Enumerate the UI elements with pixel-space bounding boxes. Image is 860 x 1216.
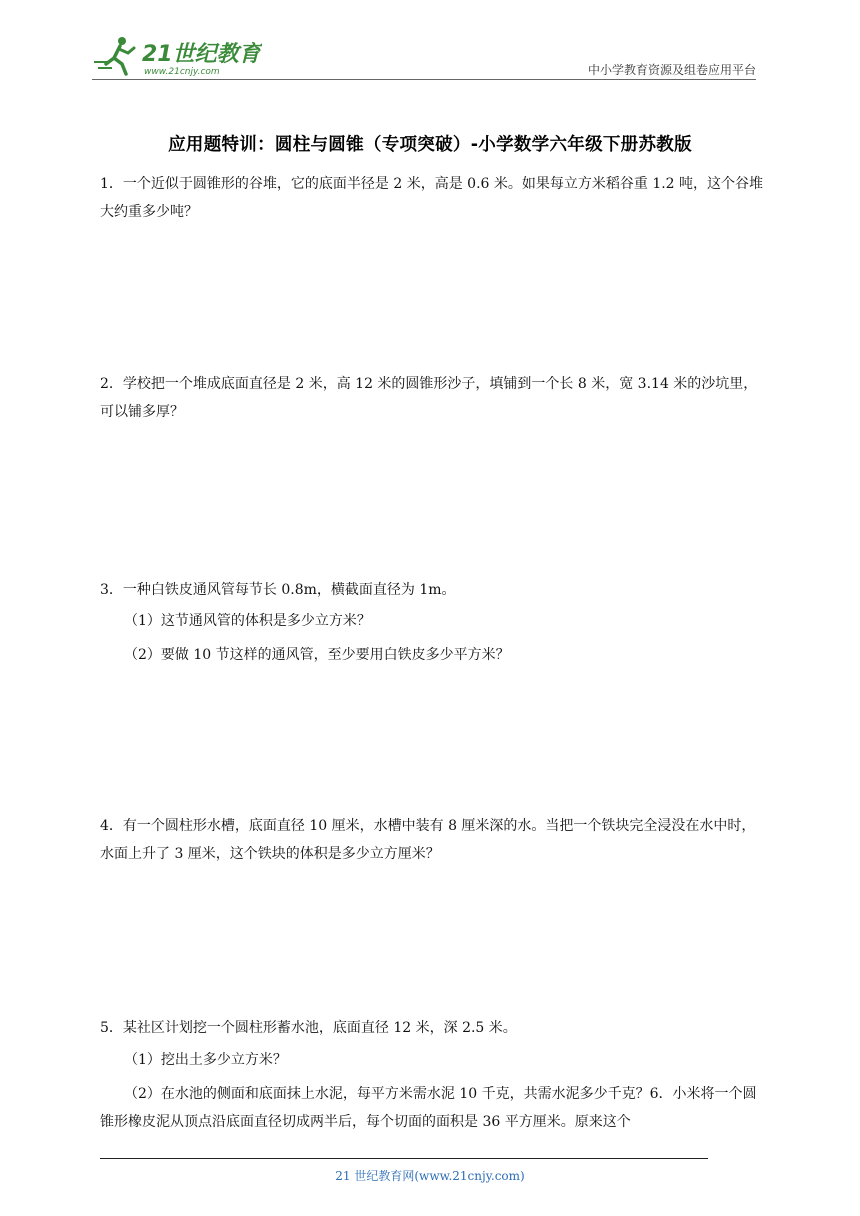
page-title: 应用题特训：圆柱与圆锥（专项突破）-小学数学六年级下册苏教版 [168, 135, 692, 155]
question-4: 4．有一个圆柱形水槽，底面直径 10 厘米，水槽中装有 8 厘米深的水。当把一个铁块完全浸没在水中时，水面上升了 3 厘米，这个铁块的体积是多少立方厘米？ [100, 818, 756, 862]
question-3: 3．一种白铁皮通风管每节长 0.8m，横截面直径为 1m。 [100, 582, 456, 598]
site-logo [92, 34, 262, 78]
footer-link[interactable]: 21 世纪教育网(www.21cnjy.com) [335, 1169, 525, 1183]
logo-url: www.21cnjy.com [144, 67, 220, 77]
question-1: 1．一个近似于圆锥形的谷堆，它的底面半径是 2 米，高是 0.6 米。如果每立方米稻谷重 1.2 吨，这个谷堆大约重多少吨？ [100, 176, 764, 220]
question-2: 2．学校把一个堆成底面直径是 2 米，高 12 米的圆锥形沙子，填铺到一个长 8 米，宽 3.14 米的沙坑里，可以铺多厚？ [100, 376, 758, 420]
footer-divider [100, 1158, 708, 1159]
question-5-part-1: （1）挖出土多少立方米？ [124, 1052, 287, 1068]
header-divider [92, 79, 756, 80]
logo-text: 21世纪教育 [142, 42, 261, 67]
question-5: 5．某社区计划挖一个圆柱形蓄水池，底面直径 12 米，深 2.5 米。 [100, 1020, 517, 1036]
question-5-part-2: （2）在水池的侧面和底面抹上水泥，每平方米需水泥 10 千克，共需水泥多少千克？6．小米将一个圆锥形橡皮泥从顶点沿底面直径切成两半后，每个切面的面积是 36 平方厘米。原来这个 [100, 1086, 757, 1130]
question-3-part-1: （1）这节通风管的体积是多少立方米？ [124, 613, 371, 629]
question-3-part-2: （2）要做 10 节这样的通风管，至少要用白铁皮多少平方米？ [124, 647, 510, 663]
platform-label: 中小学教育资源及组卷应用平台 [587, 63, 756, 77]
